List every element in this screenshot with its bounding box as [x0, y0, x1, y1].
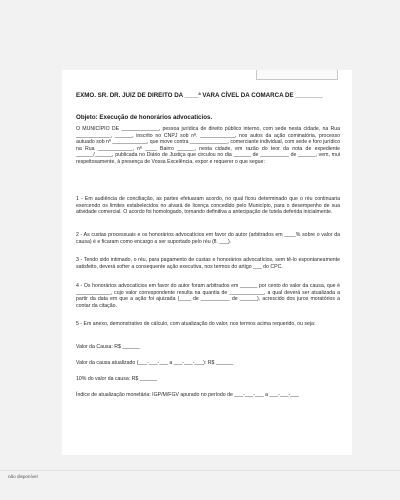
document-page — [62, 70, 352, 455]
paragraph-4: 4 - Os honorários advocatícios em favor do autor foram arbitrados em ______ por cento do valor da causa, que é ____________, cujo valor correspondente resulta na quantia de ____________, a qual deverá ser atualizada a partir da data em que a ação foi ajuizada (____ de __________ de ______), acrescido dos juros moratórios a contar da citação. — [76, 283, 340, 309]
calc-line-indice: Índice de atualização monetária: IGP/M/FGV apurado no período de ___-___-___ a ___-___-___ — [76, 392, 299, 398]
calc-line-valor-causa: Valor da Causa: R$ ______ — [76, 344, 140, 350]
footer-status: não disponível — [8, 474, 38, 479]
footer-divider — [0, 470, 400, 471]
calc-line-dez-porcento: 10% do valor da causa: R$ ______ — [76, 376, 158, 382]
intro-paragraph: O MUNICÍPIO DE _____________, pessoa jurídica de direito público interno, com sede nesta cidade, na Rua ____________, ______, inscrito no CNPJ sob nº. ____________, nos autos da ação cominatória, processo autuado sob nº ____________, que move contra _____________, comerciante individual, com sede e foro jurídico na Rua ____________, nº ____ Bairro ______, nesta cidade, em razão do teor da nota de expediente ______/______, publicada no Diário de Justiça que circulou no dia ______ de __________ de ______, vem, mui respeitosamente, à presença de Vossa Excelência, expor e requerer o que segue: — [76, 126, 340, 165]
paragraph-1: 1 - Em audiência de conciliação, as partes efetuaram acordo, no qual ficou determinado que o réu continuaria exercendo os limites estabelecidos no alvará de licença concedido pelo Município, para o desempenho de sua atividade comercial. O acordo foi homologado, tornando definitiva a antecipação de tutela deferida inicialmente. — [76, 196, 340, 216]
calc-line-valor-atualizado: Valor da causa atualizado (___-___-___ a ___-___-___): R$ ______ — [76, 360, 234, 366]
paragraph-2: 2 - As custas processuais e os honorários advocatícios em favor do autor (arbitrados em ____% sobre o valor da causa) é e ficaram como encargo a ser suportado pelo réu (fl. ___). — [76, 232, 340, 245]
document-objeto: Objeto: Execução de honorários advocatícios. — [76, 114, 213, 121]
paragraph-5: 5 - Em anexo, demonstrativo de cálculo, com atualização do valor, nos termos acima requerido, ou seja: — [76, 321, 316, 327]
paragraph-3: 3 - Tendo sido intimado, o réu, para pagamento de custas e honorários advocatícios, sem tê-lo espontaneamente satisfeito, deverá sofrer a consequente ação executiva, nos termos do artigo ___ do CPC. — [76, 257, 340, 270]
top-info-box — [256, 70, 338, 80]
document-header: EXMO. SR. DR. JUIZ DE DIREITO DA ____ª VARA CÍVEL DA COMARCA DE ________ — [76, 92, 323, 99]
